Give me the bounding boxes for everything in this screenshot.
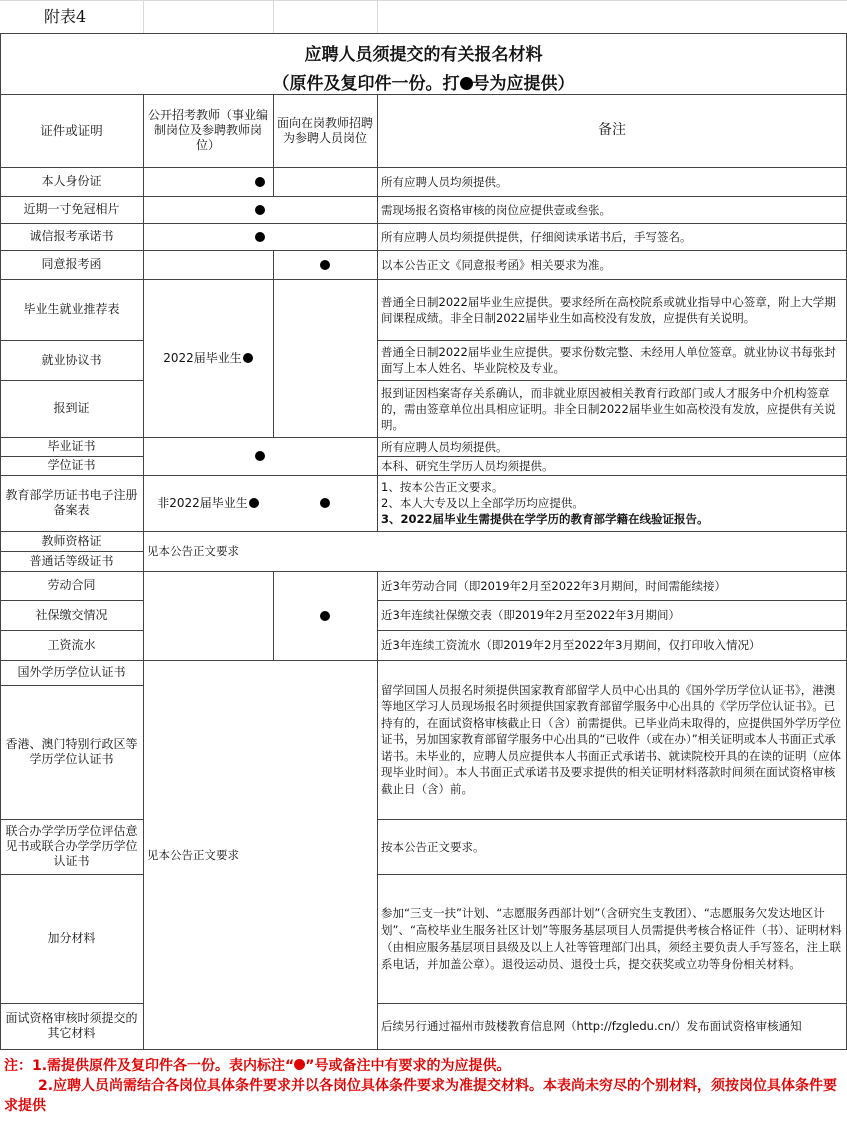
row-note-photo: 需现场报名资格审核的岗位应提供壹或叁张。: [381, 202, 611, 217]
row-note-recommend: 普通全日制2022届毕业生应提供。要求经所在高校院系或就业指导中心签章，附上大学期间课程成绩。非全日制2022届毕业生如高校没有发放，应提供有关说明。: [381, 294, 836, 325]
appendix-label: 附表4: [44, 7, 87, 26]
header-remarks: 备注: [598, 122, 626, 138]
row-label-consent: 同意报考函: [41, 257, 102, 271]
title-line1: 应聘人员须提交的有关报名材料: [304, 45, 543, 65]
row-label-mandarin: 普通话等级证书: [29, 553, 114, 568]
row-label-bonus: 加分材料: [47, 931, 96, 945]
row-label-photo: 近期一寸免冠相片: [23, 202, 120, 216]
row-label-degree: 学位证书: [47, 458, 96, 472]
row-note-foreign: 留学回国人员报名时须提供国家教育部留学人员中心出具的《国外学历学位认证书》，港澳等地区学习人员现场报名时须提供国家教育部留学服务中心出具的《学历学位认证书》。已持有的，在面试资格审核截止日（含）前需提供。已毕业尚未取得的，应提供国外学历学位证书，另加国家教育部留学服务中心出具的“已收件（或在办）”相关证明或本人书面正式承诺书。未毕业的，应聘人员应提供本人书面正式承诺书、就读院校开具的在读的证明（应体现毕业时间）。本人书面正式承诺书及要求提供的相关证明材料落款时间须在面试资格审核截止日（含）前。: [381, 682, 841, 796]
required-dot-icon: [143, 223, 377, 250]
required-dot-icon: [273, 571, 377, 660]
row-label-diploma: 毕业证书: [47, 439, 96, 453]
row-label-id-card: 本人身份证: [41, 174, 102, 188]
red-dot-icon: [294, 1059, 305, 1070]
bullet-dot-icon: [460, 77, 473, 90]
required-dot-icon: [143, 196, 377, 223]
row-note-other: 后续另行通过福州市鼓楼教育信息网（http://fzgledu.cn/）发布面试资格审核通知: [381, 1019, 802, 1033]
header-inservice: 面向在岗教师招聘为参聘人员岗位: [276, 115, 373, 145]
row-note-id-card: 所有应聘人员均须提供。: [381, 174, 508, 189]
row-label-teacher-cert: 教师资格证: [41, 533, 102, 548]
row-label-pledge: 诚信报考承诺书: [29, 229, 114, 243]
required-dot-icon: [249, 498, 259, 508]
row-note-bonus: 参加“三支一扶”计划、“志愿服务西部计划”（含研究生支教团）、“志愿服务欠发达地区计划”、“高校毕业生服务社区计划”等服务基层项目人员需提供考核合格证件（书）、证明材料（由相应服务基层项目县级及以上人社等管理部门出具，须经主要负责人手写签名，注上联系电话，并加盖公章）。退役运动员、退役士兵，提交获奖或立功等身份相关材料。: [381, 905, 842, 971]
row-note-agreement: 普通全日制2022届毕业生应提供。要求份数完整、未经用人单位签章。就业协议书每张封面写上本人姓名、毕业院校及专业。: [381, 345, 836, 375]
grad-2022-cell: 2022届毕业生: [143, 279, 273, 437]
required-dot-icon: [143, 437, 377, 475]
row-label-labor: 劳动合同: [47, 578, 96, 592]
row-label-agreement: 就业协议书: [41, 352, 102, 367]
row-note-salary: 近3年连续工资流水（即2019年2月至2022年3月期间，仅打印收入情况）: [381, 638, 761, 652]
footer-note: [4, 1056, 842, 1116]
row-note-labor: 近3年劳动合同（即2019年2月至2022年3月期间，时间需能续接）: [381, 578, 726, 593]
row-note-see-text: 见本公告正文要求: [147, 544, 239, 558]
row-note-pledge: 所有应聘人员均须提供提供，仔细阅读承诺书后，手写签名。: [381, 229, 692, 244]
title-line2: （原件及复印件一份。打 号为应提供）: [272, 74, 575, 94]
row-label-salary: 工资流水: [47, 637, 96, 652]
page-title: [0, 34, 847, 94]
row-note-diploma: 所有应聘人员均须提供。: [381, 439, 508, 454]
row-label-foreign: 国外学历学位认证书: [17, 665, 126, 679]
row-label-other: 面试资格审核时须提交的其它材料: [5, 1011, 138, 1040]
row-label-moe: 教育部学历证书电子注册备案表: [5, 488, 138, 517]
footer-line1: 注：1.需提供原件及复印件各一份。表内标注“ ”号或备注中有要求的为应提供。: [4, 1058, 511, 1074]
row-note-consent: 以本公告正文《同意报考函》相关要求为准。: [381, 257, 611, 272]
row-note-see-text-2: 见本公告正文要求: [147, 847, 239, 862]
required-dot-icon: [273, 475, 377, 531]
footer-line2: 2.应聘人员尚需结合各岗位具体条件要求并以各岗位具体条件要求为准提交材料。本表尚未穷尽的个别材料，须按岗位具体条件要求提供: [4, 1078, 838, 1114]
header-open-recruitment: 公开招考教师（事业编制岗位及参聘教师岗位）: [147, 108, 268, 152]
row-label-recommend: 毕业生就业推荐表: [23, 302, 120, 316]
non-2022-cell: 非2022届毕业生: [143, 475, 273, 531]
row-label-hkmo: 香港、澳门特别行政区等学历学位认证书: [5, 737, 138, 766]
row-note-social: 近3年连续社保缴交表（即2019年2月至2022年3月期间）: [381, 608, 680, 622]
required-dot-icon: [243, 353, 253, 363]
row-note-report: 报到证因档案寄存关系确认，而非就业原因被相关教育行政部门或人才服务中介机构签章的，需由签章单位出具相应证明。非全日制2022届毕业生如高校没有发放，应提供有关说明。: [381, 385, 836, 432]
row-note-moe: 1、按本公告正文要求。 2、本人大专及以上全部学历均应提供。 3、2022届毕业生需提供在学学历的教育部学籍在线验证报告。: [381, 480, 709, 526]
row-label-joint: 联合办学学历学位评估意见书或联合办学学历学位认证书: [5, 824, 138, 868]
required-dot-icon: [143, 167, 377, 196]
required-dot-icon: [273, 250, 377, 279]
row-label-social: 社保缴交情况: [35, 607, 108, 622]
row-note-degree: 本科、研究生学历人员均须提供。: [381, 458, 554, 473]
row-note-joint: 按本公告正文要求。: [381, 839, 485, 854]
header-document: 证件或证明: [40, 123, 103, 138]
row-label-report: 报到证: [53, 401, 90, 415]
